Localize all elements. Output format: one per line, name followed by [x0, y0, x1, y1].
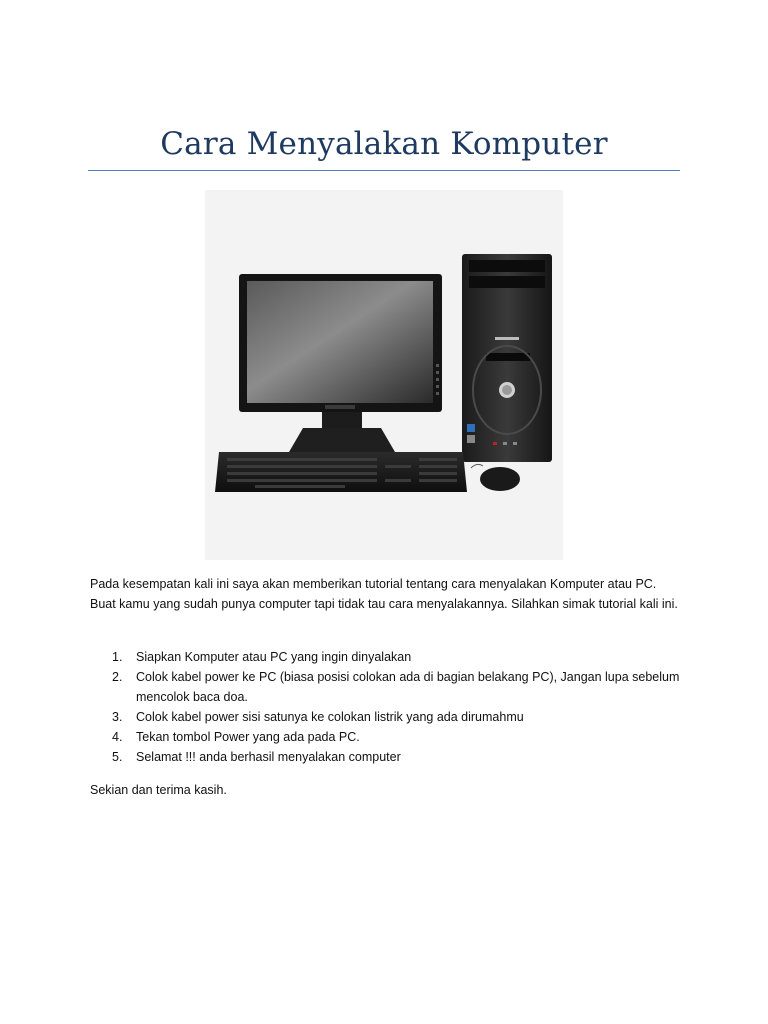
step-number: 5. — [112, 750, 123, 764]
keyboard-icon — [215, 452, 467, 492]
pc-tower-icon — [462, 254, 552, 462]
desktop-computer-photo — [205, 190, 563, 560]
list-item — [90, 727, 680, 747]
list-item — [90, 647, 680, 667]
step-text: Selamat !!! anda berhasil menyalakan computer — [136, 750, 401, 764]
step-text: Siapkan Komputer atau PC yang ingin dinyalakan — [136, 650, 412, 664]
list-item — [90, 707, 680, 727]
step-text: Tekan tombol Power yang ada pada PC. — [136, 730, 360, 744]
list-item — [90, 667, 680, 707]
page-title: Cara Menyalakan Komputer — [160, 126, 608, 162]
step-number: 3. — [112, 710, 123, 724]
closing-paragraph: Sekian dan terima kasih. — [90, 783, 227, 797]
step-text: Colok kabel power ke PC (biasa posisi colokan ada di bagian belakang PC), Jangan lupa sebelum mencolok baca doa. — [136, 670, 680, 704]
step-text: Colok kabel power sisi satunya ke colokan listrik yang ada dirumahmu — [136, 710, 524, 724]
step-number: 4. — [112, 730, 123, 744]
mouse-icon — [471, 464, 520, 491]
steps-list — [90, 647, 680, 767]
list-item — [90, 747, 680, 767]
step-number: 2. — [112, 670, 123, 684]
step-number: 1. — [112, 650, 123, 664]
title-underline — [88, 170, 680, 171]
intro-paragraph: Pada kesempatan kali ini saya akan memberikan tutorial tentang cara menyalakan Komputer atau PC. Buat kamu yang sudah punya computer tapi tidak tau cara menyalakannya. Silahkan simak tutorial kali ini. — [90, 577, 678, 611]
monitor-icon — [239, 274, 442, 452]
